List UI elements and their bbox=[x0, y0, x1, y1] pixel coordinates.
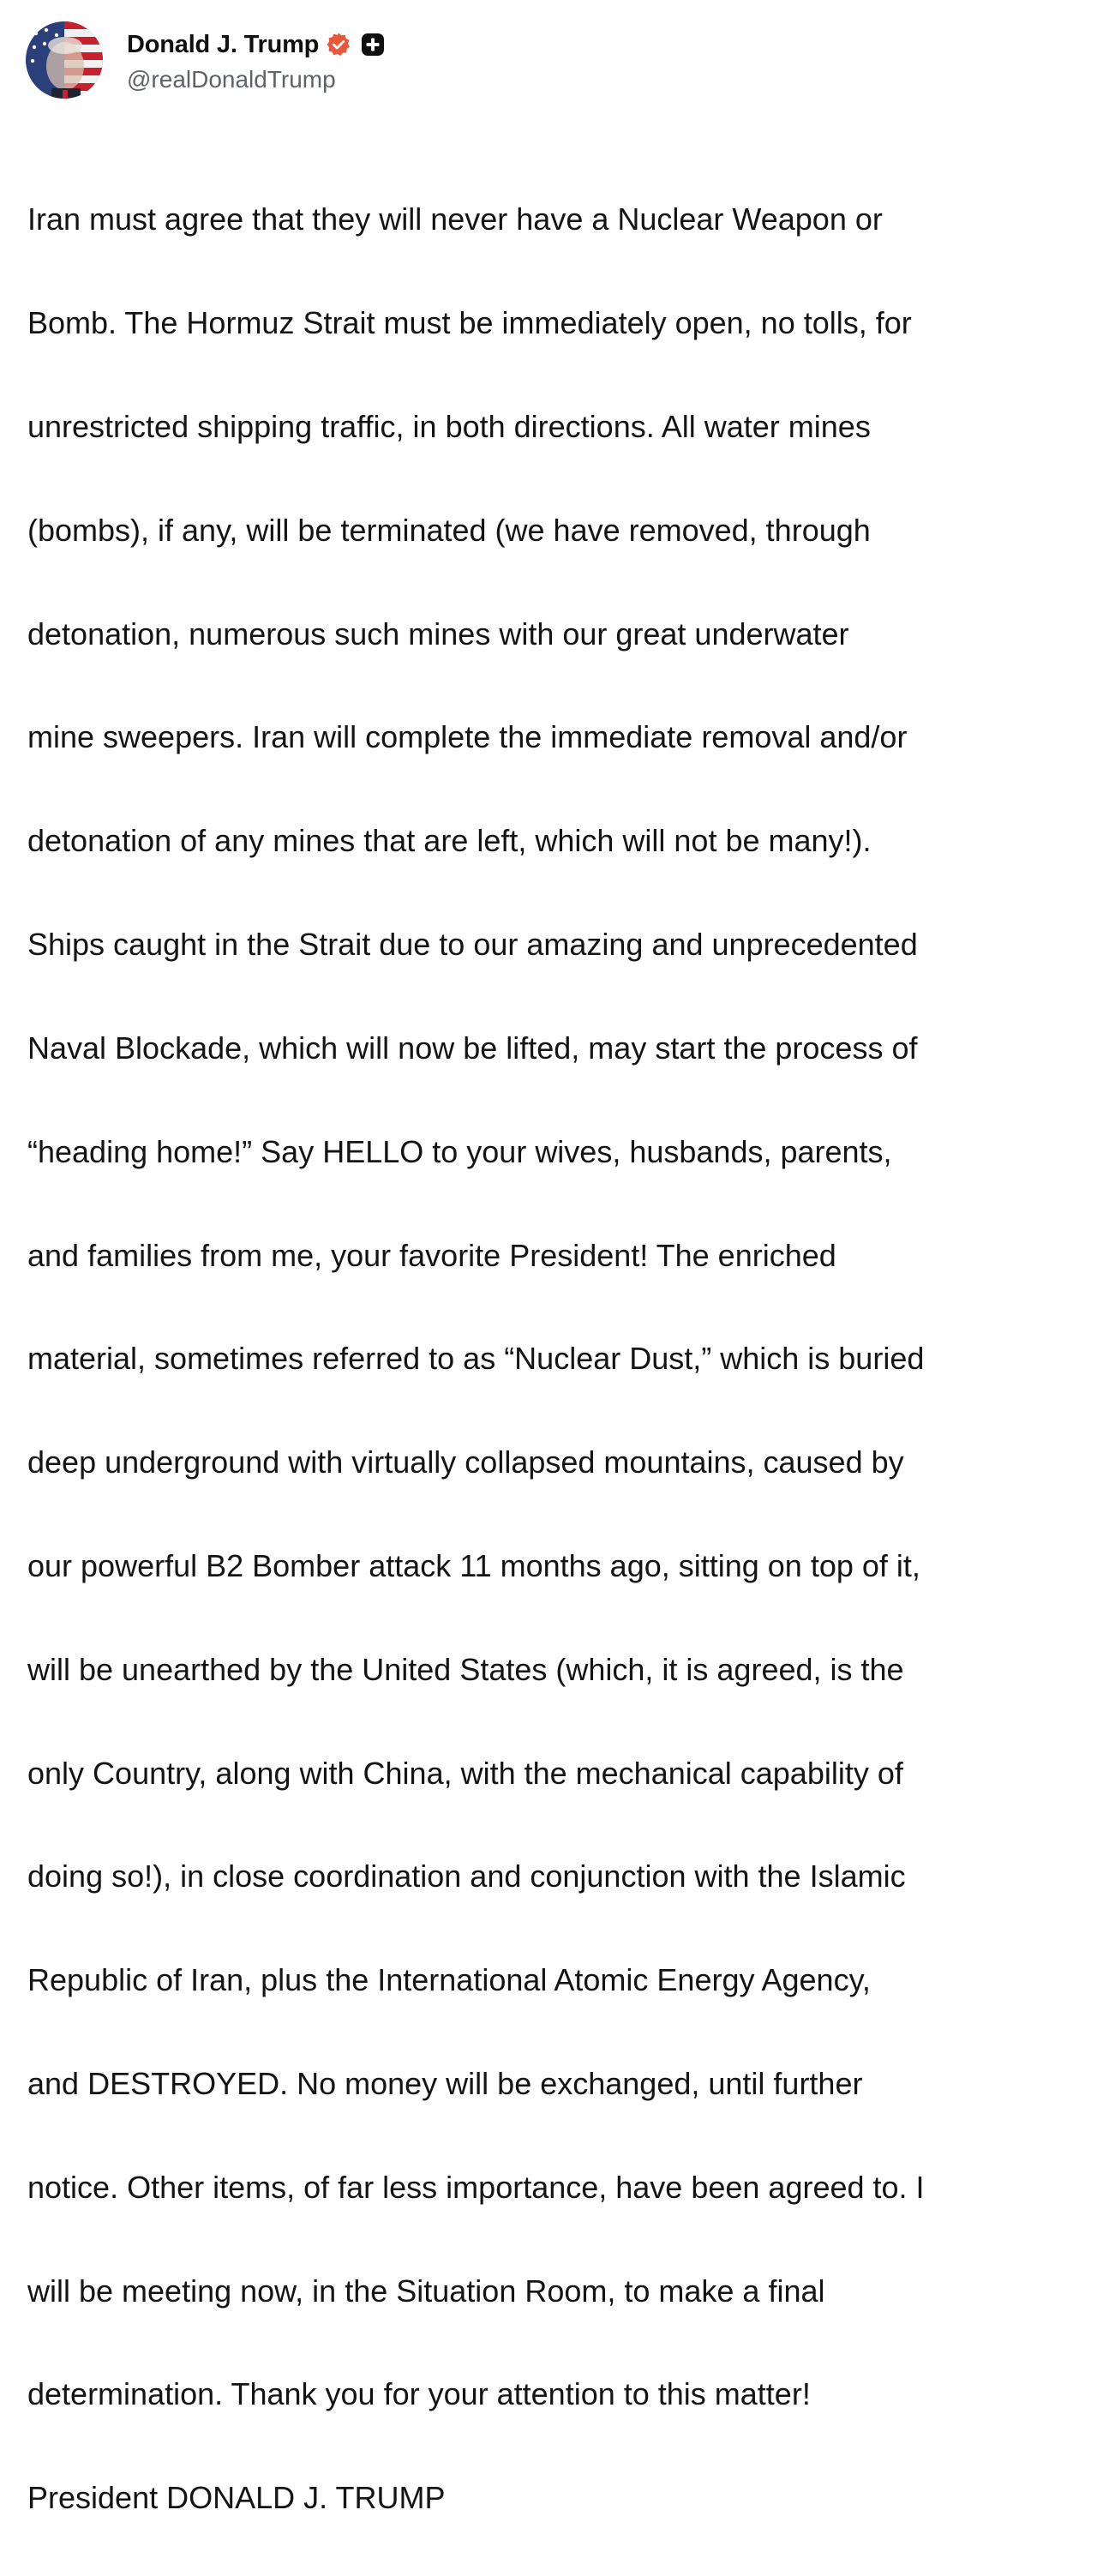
post-line: Naval Blockade, which will now be lifted, may start the process of bbox=[27, 1030, 918, 1066]
post-line: “heading home!” Say HELLO to your wives, husbands, parents, bbox=[27, 1133, 892, 1169]
post-line: our powerful B2 Bomber attack 11 months ago, sitting on top of it, bbox=[27, 1547, 920, 1583]
post-line: Bomb. The Hormuz Strait must be immediately open, no tolls, for bbox=[27, 305, 912, 341]
avatar[interactable] bbox=[26, 21, 103, 99]
post-body bbox=[27, 142, 1073, 2576]
post-line: deep underground with virtually collapsed mountains, caused by bbox=[27, 1444, 904, 1480]
post-line: and families from me, your favorite President! The enriched bbox=[27, 1237, 836, 1273]
verified-badge-icon bbox=[326, 32, 351, 57]
post-line: detonation of any mines that are left, which will not be many!). bbox=[27, 823, 872, 859]
post-line: and DESTROYED. No money will be exchanged, until further bbox=[27, 2066, 863, 2102]
post-line: determination. Thank you for your attention to this matter! bbox=[27, 2376, 811, 2412]
post-header bbox=[26, 21, 386, 99]
plus-badge-icon bbox=[360, 32, 386, 57]
post-line: will be meeting now, in the Situation Room, to make a final bbox=[27, 2273, 825, 2309]
post-line: doing so!), in close coordination and conjunction with the Islamic bbox=[27, 1858, 906, 1894]
post-line: Iran must agree that they will never have a Nuclear Weapon or bbox=[27, 201, 883, 237]
name-row bbox=[127, 27, 386, 63]
post-line: notice. Other items, of far less importance, have been agreed to. I bbox=[27, 2169, 925, 2205]
author-handle[interactable]: @realDonaldTrump bbox=[127, 66, 336, 93]
post-line: will be unearthed by the United States (which, it is agreed, is the bbox=[27, 1651, 904, 1687]
post-line: material, sometimes referred to as “Nuclear Dust,” which is buried bbox=[27, 1341, 925, 1377]
post-line: Republic of Iran, plus the International Atomic Energy Agency, bbox=[27, 1962, 871, 1998]
post-line: Ships caught in the Strait due to our amazing and unprecedented bbox=[27, 927, 918, 963]
post-line: only Country, along with China, with the mechanical capability of bbox=[27, 1755, 903, 1791]
post-line: President DONALD J. TRUMP bbox=[27, 2480, 446, 2516]
post-line: mine sweepers. Iran will complete the immediate removal and/or bbox=[27, 719, 908, 755]
author-names bbox=[127, 27, 386, 93]
post-line: unrestricted shipping traffic, in both directions. All water mines bbox=[27, 409, 871, 445]
post-line: (bombs), if any, will be terminated (we have removed, through bbox=[27, 512, 871, 548]
author-display-name[interactable]: Donald J. Trump bbox=[127, 30, 320, 58]
post-line: detonation, numerous such mines with our great underwater bbox=[27, 615, 849, 652]
avatar-image bbox=[26, 21, 103, 99]
